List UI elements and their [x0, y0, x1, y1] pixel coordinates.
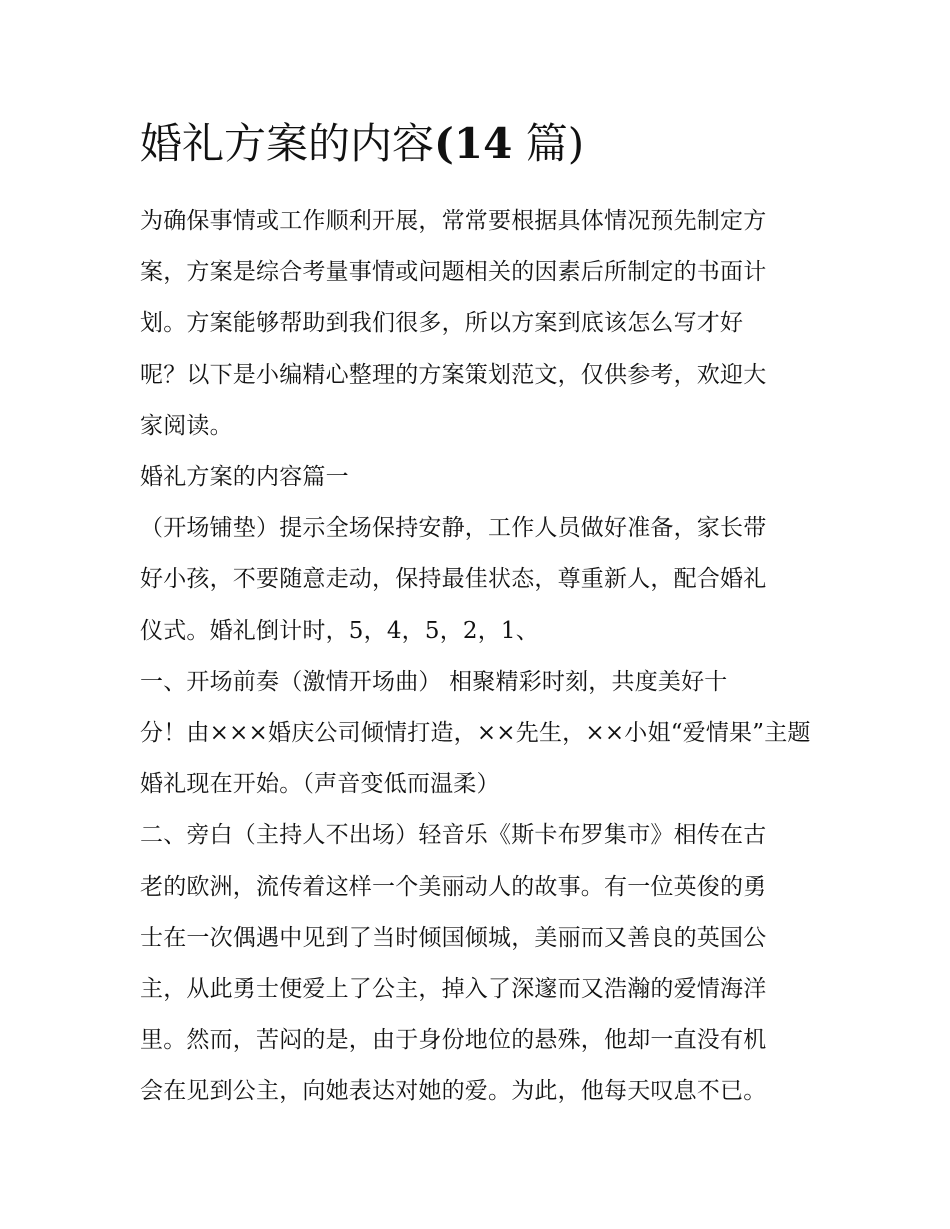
title-tail: 篇) — [525, 119, 585, 168]
body-line: 分！由×××婚庆公司倾情打造，××先生，××小姐“爱情果”主题 — [140, 720, 811, 747]
body-line: 一、开场前奏（激情开场曲） 相聚精彩时刻，共度美好十 — [140, 668, 728, 695]
body-paragraph — [140, 503, 820, 1117]
body-line: 好小孩，不要随意走动，保持最佳状态，尊重新人，配合婚礼 — [140, 566, 767, 593]
intro-line: 为确保事情或工作顺利开展，常常要根据具体情况预先制定方 — [140, 208, 767, 234]
body-line: 士在一次偶遇中见到了当时倾国倾城，美丽而又善良的英国公 — [140, 924, 767, 951]
body-line: 会在见到公主，向她表达对她的爱。为此，他每天叹息不已。 — [140, 1078, 767, 1105]
intro-line: 案，方案是综合考量事情或问题相关的因素后所制定的书面计 — [140, 259, 767, 286]
title-count: (14 — [434, 119, 513, 168]
body-line: （开场铺垫）提示全场保持安静，工作人员做好准备，家长带 — [140, 515, 767, 542]
body-line: 里。然而，苦闷的是，由于身份地位的悬殊，他却一直没有机 — [140, 1027, 767, 1054]
section-heading: 婚礼方案的内容篇一 — [140, 464, 349, 491]
intro-line: 呢？以下是小编精心整理的方案策划范文，仅供参考，欢迎大 — [140, 361, 767, 388]
body-line: 二、旁白（主持人不出场）轻音乐《斯卡布罗集市》相传在古 — [140, 822, 767, 849]
intro-line: 家阅读。 — [140, 412, 233, 439]
body-line: 婚礼现在开始。（声音变低而温柔） — [140, 771, 500, 798]
body-line: 仪式。婚礼倒计时，5，4，5，2，1、 — [140, 617, 539, 644]
body-line: 主，从此勇士便爱上了公主，掉入了深邃而又浩瀚的爱情海洋 — [140, 976, 767, 1003]
intro-paragraph — [140, 196, 820, 452]
body-line: 老的欧洲，流传着这样一个美丽动人的故事。有一位英俊的勇 — [140, 873, 767, 900]
document-title — [140, 112, 820, 176]
document-page — [140, 112, 820, 1118]
intro-line: 划。方案能够帮助到我们很多，所以方案到底该怎么写才好 — [140, 310, 744, 337]
title-main: 婚礼方案的内容 — [140, 119, 435, 168]
